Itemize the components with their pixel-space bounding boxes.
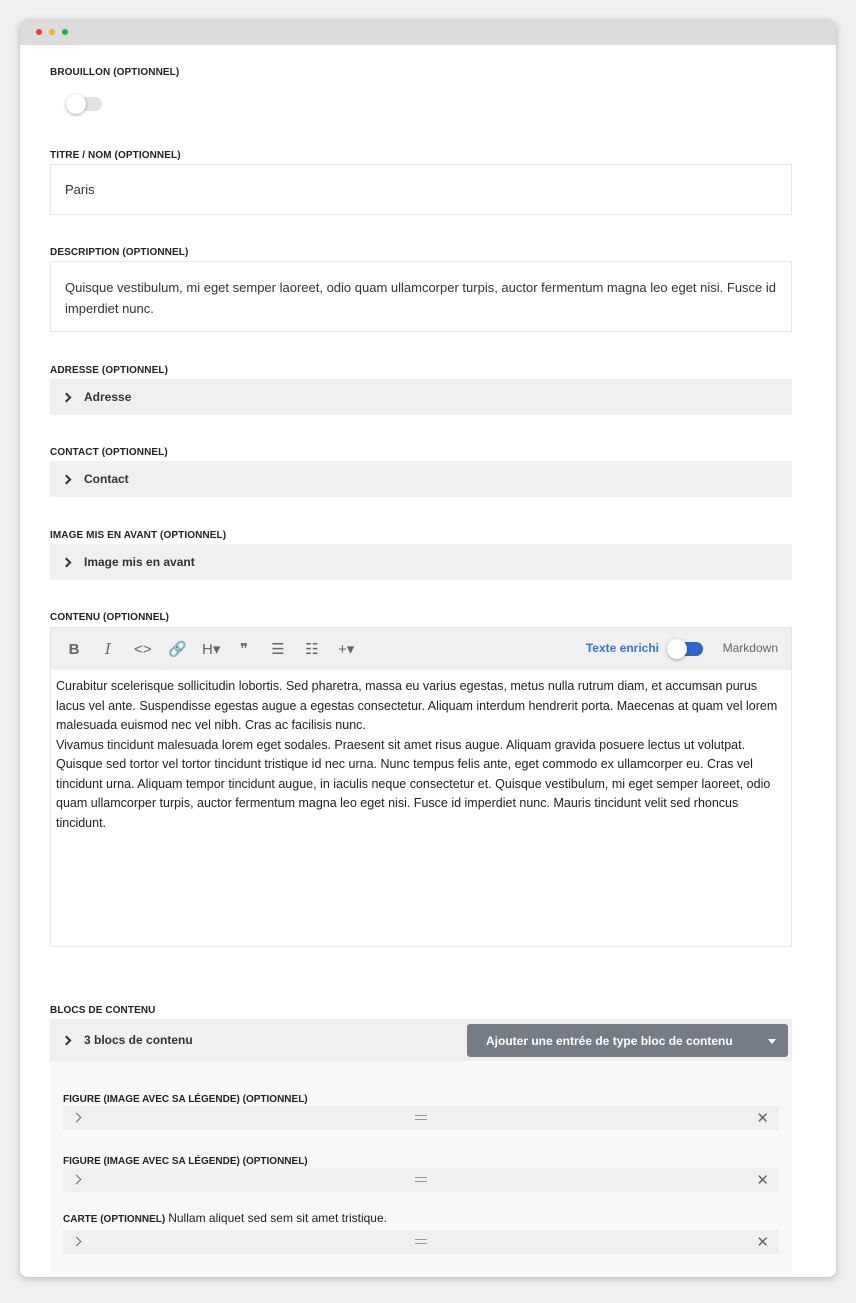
editor-paragraph: Vivamus tincidunt malesuada lorem eget sodales. Praesent sit amet risus augue. Aliquam gravida posuere lectus ut volutpat. Quisque sed tortor vel tortor tincidunt tristique id nec urna. Nunc tempus felis ante, eget commodo ex ullamcorper eu. Cras vel tincidunt urna. Aliquam tempor tincidunt augue, in iaculis neque consectetur et. Quisque vestibulum, mi eget semper laoreet, odio quam ullamcorper turpis, auctor fermentum magna leo eget nisi. Fusce id imperdiet nunc. Mauris tincidunt velit sed rhoncus tincidunt. xyxy=(56,737,771,830)
drag-handle-icon[interactable] xyxy=(415,1239,427,1244)
block-type-label: FIGURE (IMAGE AVEC SA LÉGENDE) (OPTIONNEL) xyxy=(63,1094,308,1105)
address-collapse[interactable] xyxy=(50,379,792,415)
app-window xyxy=(20,20,836,1277)
caret-down-icon xyxy=(768,1039,776,1044)
editor-toolbar xyxy=(51,628,791,670)
link-icon[interactable]: 🔗 xyxy=(168,641,187,658)
numbered-list-icon[interactable]: ☷ xyxy=(305,641,319,658)
chevron-right-icon xyxy=(62,392,72,402)
blocks-collapse[interactable] xyxy=(50,1019,792,1061)
close-icon[interactable]: ✕ xyxy=(756,1172,769,1189)
description-textarea[interactable]: Quisque vestibulum, mi eget semper laoreet, odio quam ullamcorper turpis, auctor fermentum magna leo eget nisi. Fusce id imperdiet nunc. xyxy=(50,261,792,332)
block-row[interactable] xyxy=(63,1106,779,1130)
title-input[interactable]: Paris xyxy=(50,164,792,215)
block-label xyxy=(63,1091,311,1105)
chevron-right-icon[interactable] xyxy=(72,1113,82,1123)
toggle-knob xyxy=(667,639,687,659)
mode-rich-label[interactable]: Texte enrichi xyxy=(585,641,659,655)
drag-handle-icon[interactable] xyxy=(415,1115,427,1120)
image-label: IMAGE MIS EN AVANT (OPTIONNEL) xyxy=(50,530,227,541)
block-label xyxy=(63,1211,387,1225)
blocks-label: BLOCS DE CONTENU xyxy=(50,1005,156,1016)
add-icon[interactable]: +▾ xyxy=(338,641,355,658)
editor-mode-toggle[interactable] xyxy=(669,642,703,656)
editor-content[interactable] xyxy=(51,670,791,840)
drag-handle-icon[interactable] xyxy=(415,1177,427,1182)
image-toggle-label: Image mis en avant xyxy=(84,555,195,569)
title-label: TITRE / NOM (OPTIONNEL) xyxy=(50,150,181,161)
contact-toggle-label: Contact xyxy=(84,472,129,486)
draft-toggle[interactable] xyxy=(68,97,102,111)
bold-icon[interactable]: B xyxy=(68,640,80,658)
draft-label: BROUILLON (OPTIONNEL) xyxy=(50,67,180,78)
block-summary: Nullam aliquet sed sem sit amet tristique. xyxy=(168,1211,387,1225)
description-label: DESCRIPTION (OPTIONNEL) xyxy=(50,247,189,258)
chevron-right-icon[interactable] xyxy=(72,1237,82,1247)
add-block-button[interactable] xyxy=(467,1024,788,1057)
rich-text-editor xyxy=(50,627,792,947)
address-toggle-label: Adresse xyxy=(84,390,132,404)
chevron-right-icon xyxy=(62,557,72,567)
heading-icon[interactable]: H▾ xyxy=(202,641,221,658)
blocks-list xyxy=(50,1061,792,1274)
block-type-label: FIGURE (IMAGE AVEC SA LÉGENDE) (OPTIONNEL) xyxy=(63,1156,308,1167)
editor-paragraph: Curabitur scelerisque sollicitudin lobortis. Sed pharetra, massa eu varius egestas, metus nulla rutrum diam, et accumsan purus lacus vel ante. Suspendisse egestas augue a egestas consectetur. Aliquam interdum hendrerit porta. Maecenas at quam vel lorem malesuada euismod nec vel nibh. Cras ac facilisis nunc. xyxy=(56,679,778,732)
chevron-right-icon[interactable] xyxy=(72,1175,82,1185)
close-icon[interactable]: ✕ xyxy=(756,1234,769,1251)
toggle-knob xyxy=(66,94,86,114)
contact-collapse[interactable] xyxy=(50,461,792,497)
close-icon[interactable]: ✕ xyxy=(756,1110,769,1127)
window-titlebar xyxy=(20,20,836,45)
chevron-right-icon xyxy=(62,1035,72,1045)
address-label: ADRESSE (OPTIONNEL) xyxy=(50,365,169,376)
maximize-window-icon[interactable] xyxy=(62,29,68,35)
close-window-icon[interactable] xyxy=(36,29,42,35)
block-row[interactable] xyxy=(63,1168,779,1192)
content-label: CONTENU (OPTIONNEL) xyxy=(50,612,170,623)
block-row[interactable] xyxy=(63,1230,779,1254)
italic-icon[interactable]: I xyxy=(105,640,111,658)
mode-markdown-label[interactable]: Markdown xyxy=(722,641,778,655)
contact-label: CONTACT (OPTIONNEL) xyxy=(50,447,168,458)
quote-icon[interactable]: ❞ xyxy=(239,641,249,658)
block-type-label: CARTE (OPTIONNEL) xyxy=(63,1214,166,1225)
image-collapse[interactable] xyxy=(50,544,792,580)
blocks-toggle-label: 3 blocs de contenu xyxy=(84,1033,193,1047)
code-icon[interactable]: <> xyxy=(134,640,152,658)
minimize-window-icon[interactable] xyxy=(49,29,55,35)
add-block-label: Ajouter une entrée de type bloc de contenu xyxy=(486,1033,733,1048)
chevron-right-icon xyxy=(62,474,72,484)
bullet-list-icon[interactable]: ☰ xyxy=(271,641,285,658)
block-label xyxy=(63,1153,311,1167)
